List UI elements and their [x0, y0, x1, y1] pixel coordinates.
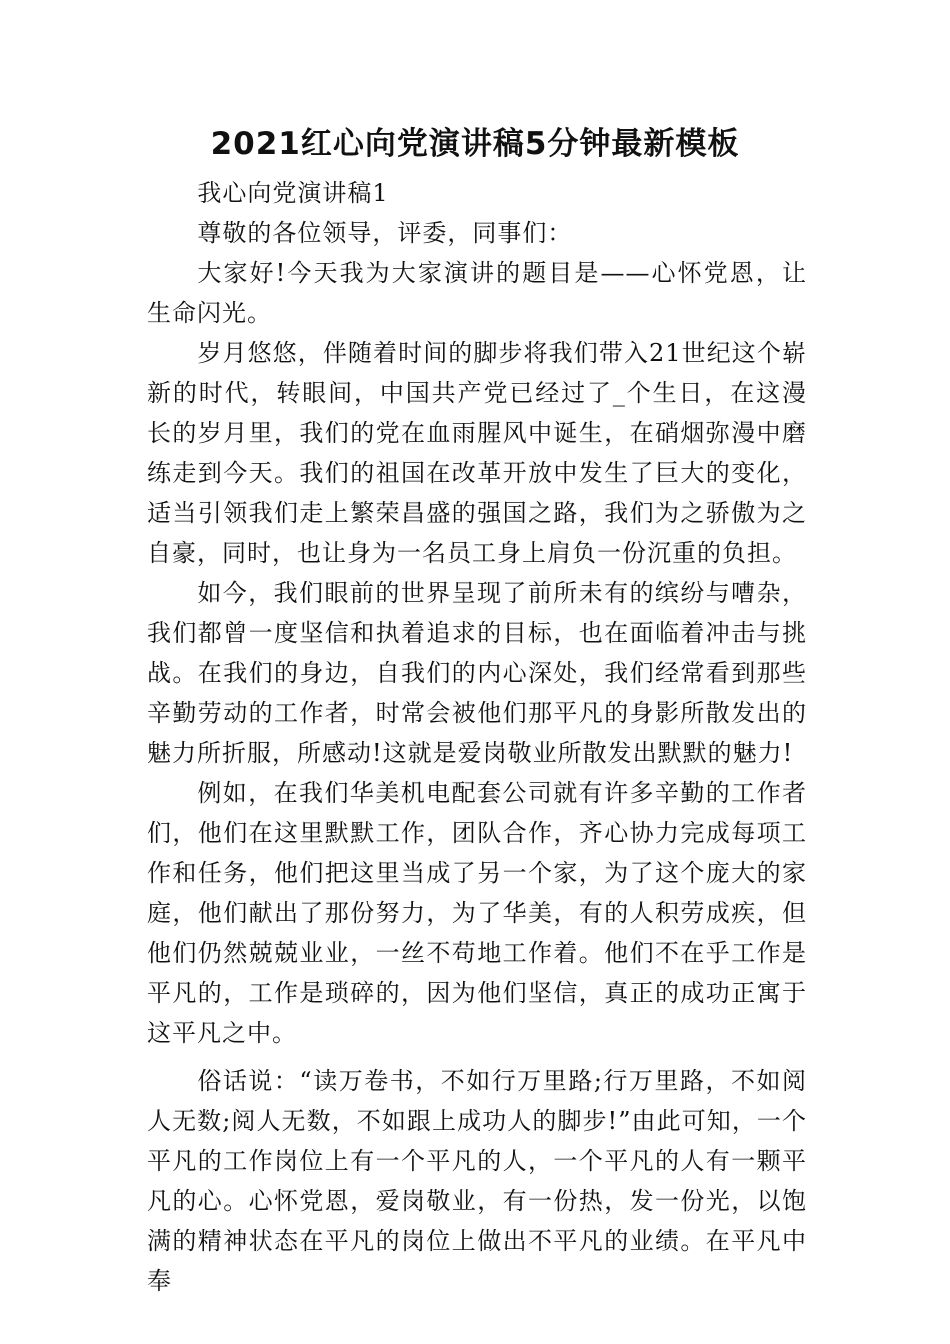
document-body	[147, 173, 807, 1301]
paragraph-history: 岁月悠悠，伴随着时间的脚步将我们带入21世纪这个崭新的时代，转眼间，中国共产党已经过了_个生日，在这漫长的岁月里，我们的党在血雨腥风中诞生，在硝烟弥漫中磨练走到今天。我们的祖国在改革开放中发生了巨大的变化，适当引领我们走上繁荣昌盛的强国之路，我们为之骄傲为之自豪，同时，也让身为一名员工身上肩负一份沉重的负担。	[147, 339, 807, 567]
paragraph-speech-heading: 我心向党演讲稿1	[197, 179, 389, 207]
paragraph-present-day: 如今，我们眼前的世界呈现了前所未有的缤纷与嘈杂，我们都曾一度坚信和执着追求的目标，也在面临着冲击与挑战。在我们的身边，自我们的内心深处，我们经常看到那些辛勤劳动的工作者，时常会被他们那平凡的身影所散发出的魅力所折服，所感动!这就是爱岗敬业所散发出默默的魅力!	[147, 579, 807, 767]
paragraph-greeting: 大家好!今天我为大家演讲的题目是——心怀党恩，让生命闪光。	[147, 259, 807, 327]
document-title: 2021红心向党演讲稿5分钟最新模板	[210, 126, 740, 162]
paragraph-proverb: 俗话说：“读万卷书，不如行万里路;行万里路，不如阅人无数;阅人无数，不如跟上成功人的脚步!”由此可知，一个平凡的工作岗位上有一个平凡的人，一个平凡的人有一颗平凡的心。心怀党恩，爱岗敬业，有一份热，发一份光，以饱满的精神状态在平凡的岗位上做出不平凡的业绩。在平凡中奉	[147, 1067, 807, 1295]
paragraph-example: 例如，在我们华美机电配套公司就有许多辛勤的工作者们，他们在这里默默工作，团队合作，齐心协力完成每项工作和任务，他们把这里当成了另一个家，为了这个庞大的家庭，他们献出了那份努力，为了华美，有的人积劳成疾，但他们仍然兢兢业业，一丝不苟地工作着。他们不在乎工作是平凡的，工作是琐碎的，因为他们坚信，真正的成功正寓于这平凡之中。	[147, 779, 807, 1047]
paragraph-salutation: 尊敬的各位领导，评委，同事们：	[197, 219, 573, 247]
